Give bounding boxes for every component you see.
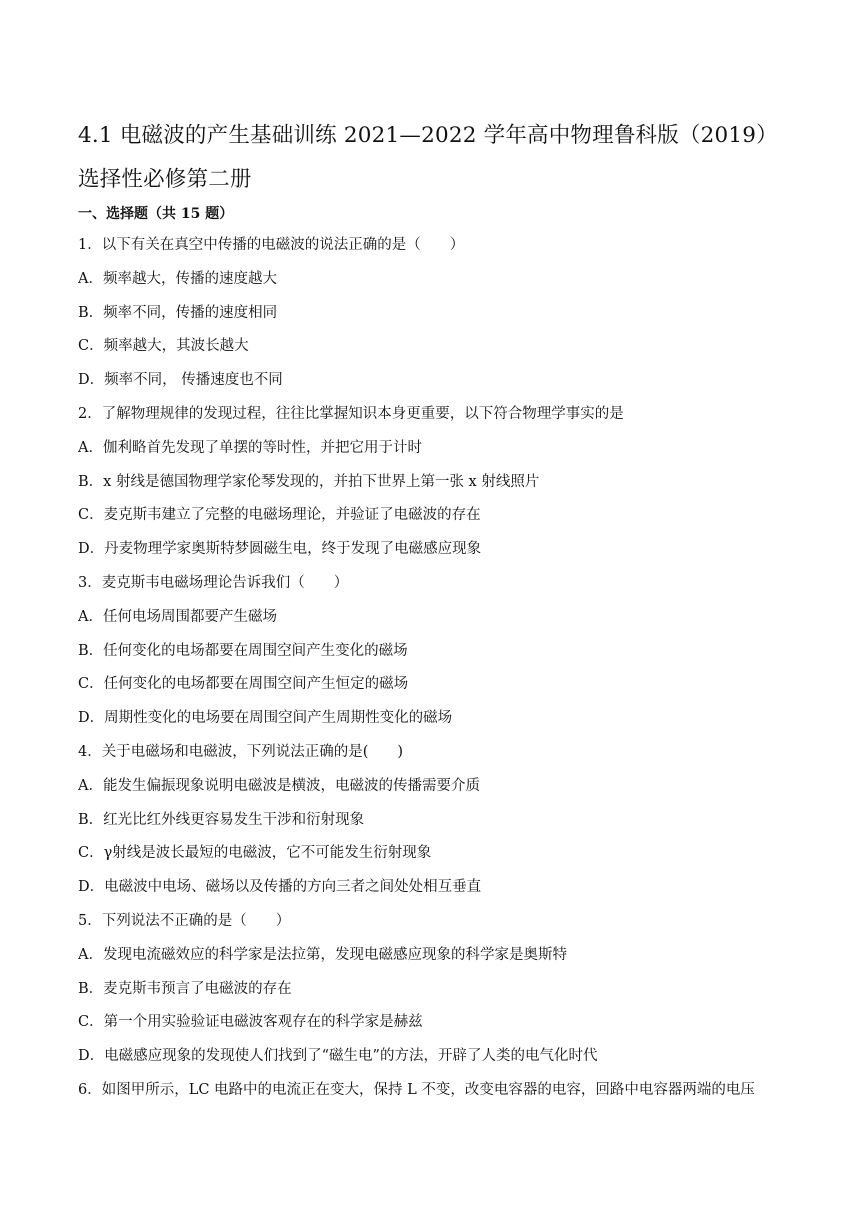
section-heading: 一、选择题（共 15 题） xyxy=(78,206,234,222)
answer-option: B．x 射线是德国物理学家伦琴发现的，并拍下世界上第一张 x 射线照片 xyxy=(78,473,540,490)
answer-option: B．频率不同，传播的速度相同 xyxy=(78,304,278,321)
title-line-1: 4.1 电磁波的产生基础训练 2021—2022 学年高中物理鲁科版（2019） xyxy=(78,123,778,148)
answer-option: B．任何变化的电场都要在周围空间产生变化的磁场 xyxy=(78,642,408,659)
answer-option: A．频率越大，传播的速度越大 xyxy=(78,270,277,287)
answer-option: D．频率不同， 传播速度也不同 xyxy=(78,372,283,389)
answer-option: A．发现电流磁效应的科学家是法拉第，发现电磁感应现象的科学家是奥斯特 xyxy=(78,946,567,963)
question-stem: 3．麦克斯韦电磁场理论告诉我们（ ） xyxy=(78,574,349,591)
answer-option: C．第一个用实验验证电磁波客观存在的科学家是赫兹 xyxy=(78,1014,423,1031)
answer-option: A．任何电场周围都要产生磁场 xyxy=(78,608,277,625)
answer-option: C．麦克斯韦建立了完整的电磁场理论，并验证了电磁波的存在 xyxy=(78,507,481,524)
question-list xyxy=(78,234,853,1113)
document-title xyxy=(78,114,838,202)
question-stem: 5．下列说法不正确的是（ ） xyxy=(78,912,291,929)
answer-option: D．电磁感应现象的发现使人们找到了“磁生电”的方法，开辟了人类的电气化时代 xyxy=(78,1048,598,1065)
answer-option: A．能发生偏振现象说明电磁波是横波，电磁波的传播需要介质 xyxy=(78,777,480,794)
question-stem: 1．以下有关在真空中传播的电磁波的说法正确的是（ ） xyxy=(78,237,465,253)
answer-option: C．γ射线是波长最短的电磁波，它不可能发生衍射现象 xyxy=(78,845,432,862)
question-stem: 4．关于电磁场和电磁波，下列说法正确的是( ) xyxy=(78,743,404,760)
answer-option: B．麦克斯韦预言了电磁波的存在 xyxy=(78,980,292,997)
answer-option: B．红光比红外线更容易发生干涉和衍射现象 xyxy=(78,811,365,828)
answer-option: C．任何变化的电场都要在周围空间产生恒定的磁场 xyxy=(78,676,409,693)
answer-option: A．伽利略首先发现了单摆的等时性，并把它用于计时 xyxy=(78,439,422,456)
answer-option: D．丹麦物理学家奥斯特梦圆磁生电，终于发现了电磁感应现象 xyxy=(78,541,482,558)
question-stem: 6．如图甲所示，LC 电路中的电流正在变大，保持 L 不变，改变电容器的电容，回路中电容器两端的电压 xyxy=(78,1081,755,1098)
title-line-2: 选择性必修第二册 xyxy=(78,167,252,192)
answer-option: D．周期性变化的电场要在周围空间产生周期性变化的磁场 xyxy=(78,710,453,727)
answer-option: C．频率越大，其波长越大 xyxy=(78,338,249,355)
question-stem: 2．了解物理规律的发现过程，往往比掌握知识本身更重要，以下符合物理学事实的是 xyxy=(78,405,624,422)
answer-option: D．电磁波中电场、磁场以及传播的方向三者之间处处相互垂直 xyxy=(78,879,482,896)
